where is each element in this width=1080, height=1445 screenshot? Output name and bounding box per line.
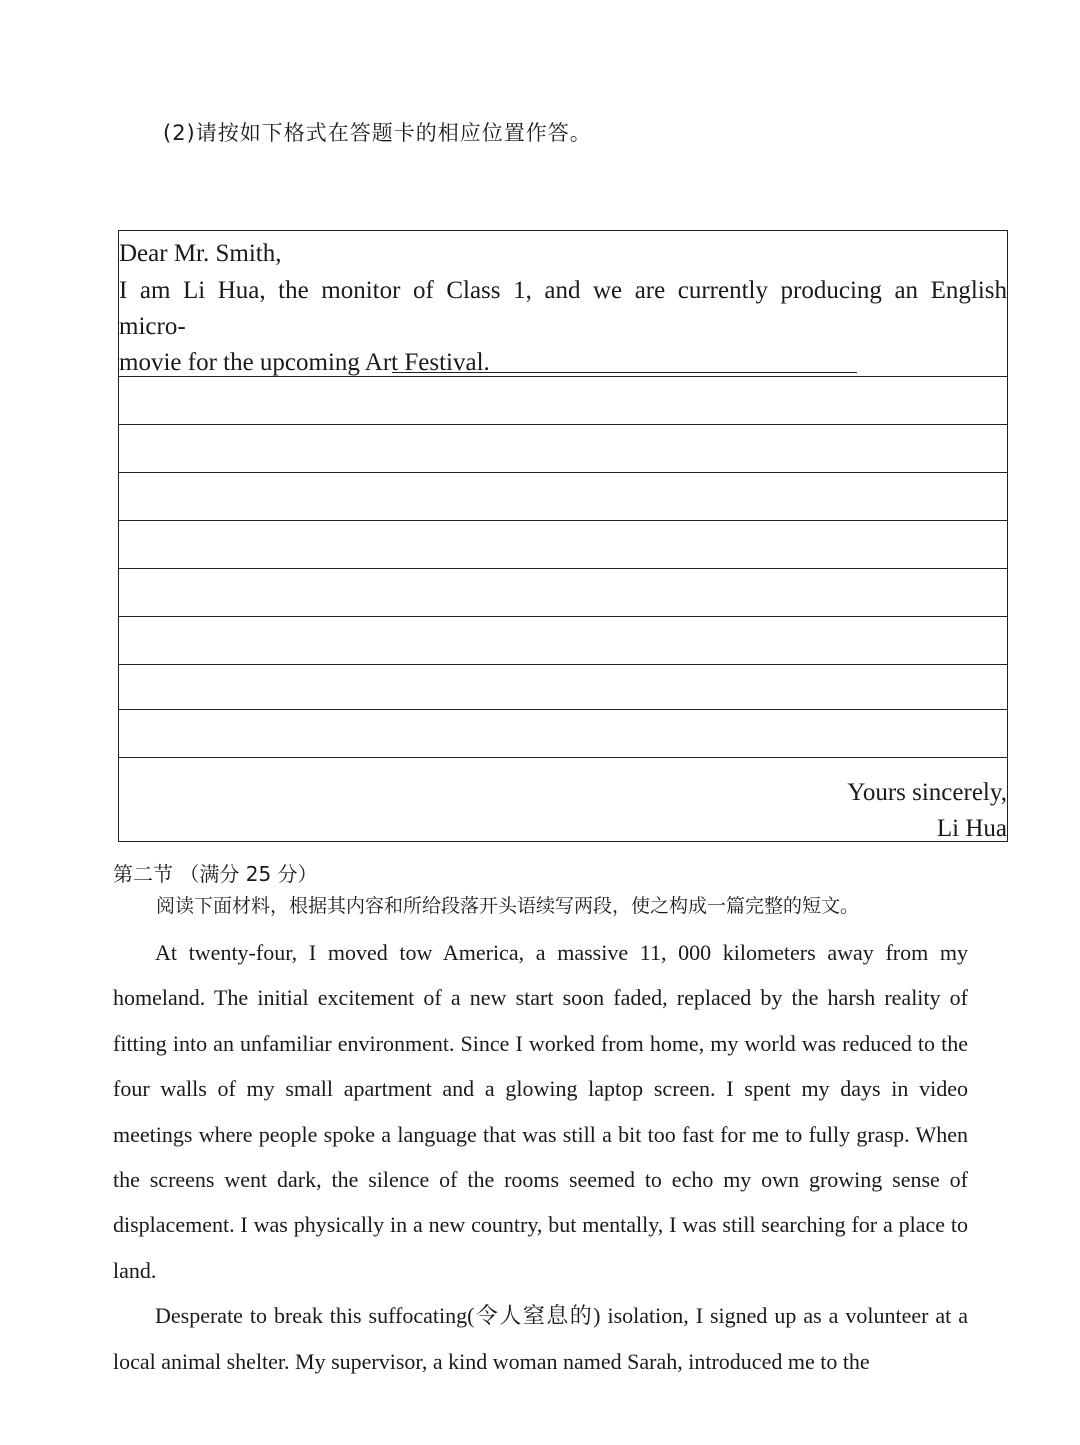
letter-opening-line-end: movie for the upcoming Art Festival. (119, 349, 490, 376)
writing-line (119, 376, 1007, 377)
letter-answer-box (118, 230, 1008, 842)
writing-line (119, 616, 1007, 617)
letter-signature: Li Hua (936, 815, 1007, 842)
writing-line (119, 568, 1007, 569)
section-heading: 第二节 （满分 25 分） (113, 862, 318, 886)
writing-line (119, 472, 1007, 473)
passage-paragraph-2: Desperate to break this suffocating(令人窒息的) isolation, I signed up as a volunteer at a local animal shelter. My supervisor, a kind woman named Sarah, introduced me to the (113, 1303, 968, 1374)
writing-line (119, 757, 1007, 758)
letter-opening-line-wrap: micro- (119, 313, 186, 340)
letter-salutation: Dear Mr. Smith, (119, 240, 282, 267)
reading-passage (113, 930, 968, 1384)
question-instruction: (2)请按如下格式在答题卡的相应位置作答。 (163, 121, 592, 145)
writing-line (119, 664, 1007, 665)
writing-line (119, 424, 1007, 425)
blank-underline (392, 372, 857, 373)
writing-line (119, 709, 1007, 710)
passage-paragraph-1: At twenty-four, I moved tow America, a massive 11, 000 kilometers away from my homeland. The initial excitement of a new start soon faded, replaced by the harsh reality of fitting into an unfamiliar environment. Since I worked from home, my world was reduced to the four walls of my small apartment and a glowing laptop screen. I spent my days in video meetings where people spoke a language that was still a bit too fast for me to fully grasp. When the screens went dark, the silence of the rooms seemed to echo my own growing sense of displacement. I was physically in a new country, but mentally, I was still searching for a place to land. (113, 940, 968, 1283)
letter-opening-line: I am Li Hua, the monitor of Class 1, and we are currently producing an English (119, 277, 1007, 304)
letter-closing: Yours sincerely, (847, 779, 1007, 806)
section-instruction: 阅读下面材料，根据其内容和所给段落开头语续写两段，使之构成一篇完整的短文。 (156, 895, 860, 917)
writing-line (119, 520, 1007, 521)
